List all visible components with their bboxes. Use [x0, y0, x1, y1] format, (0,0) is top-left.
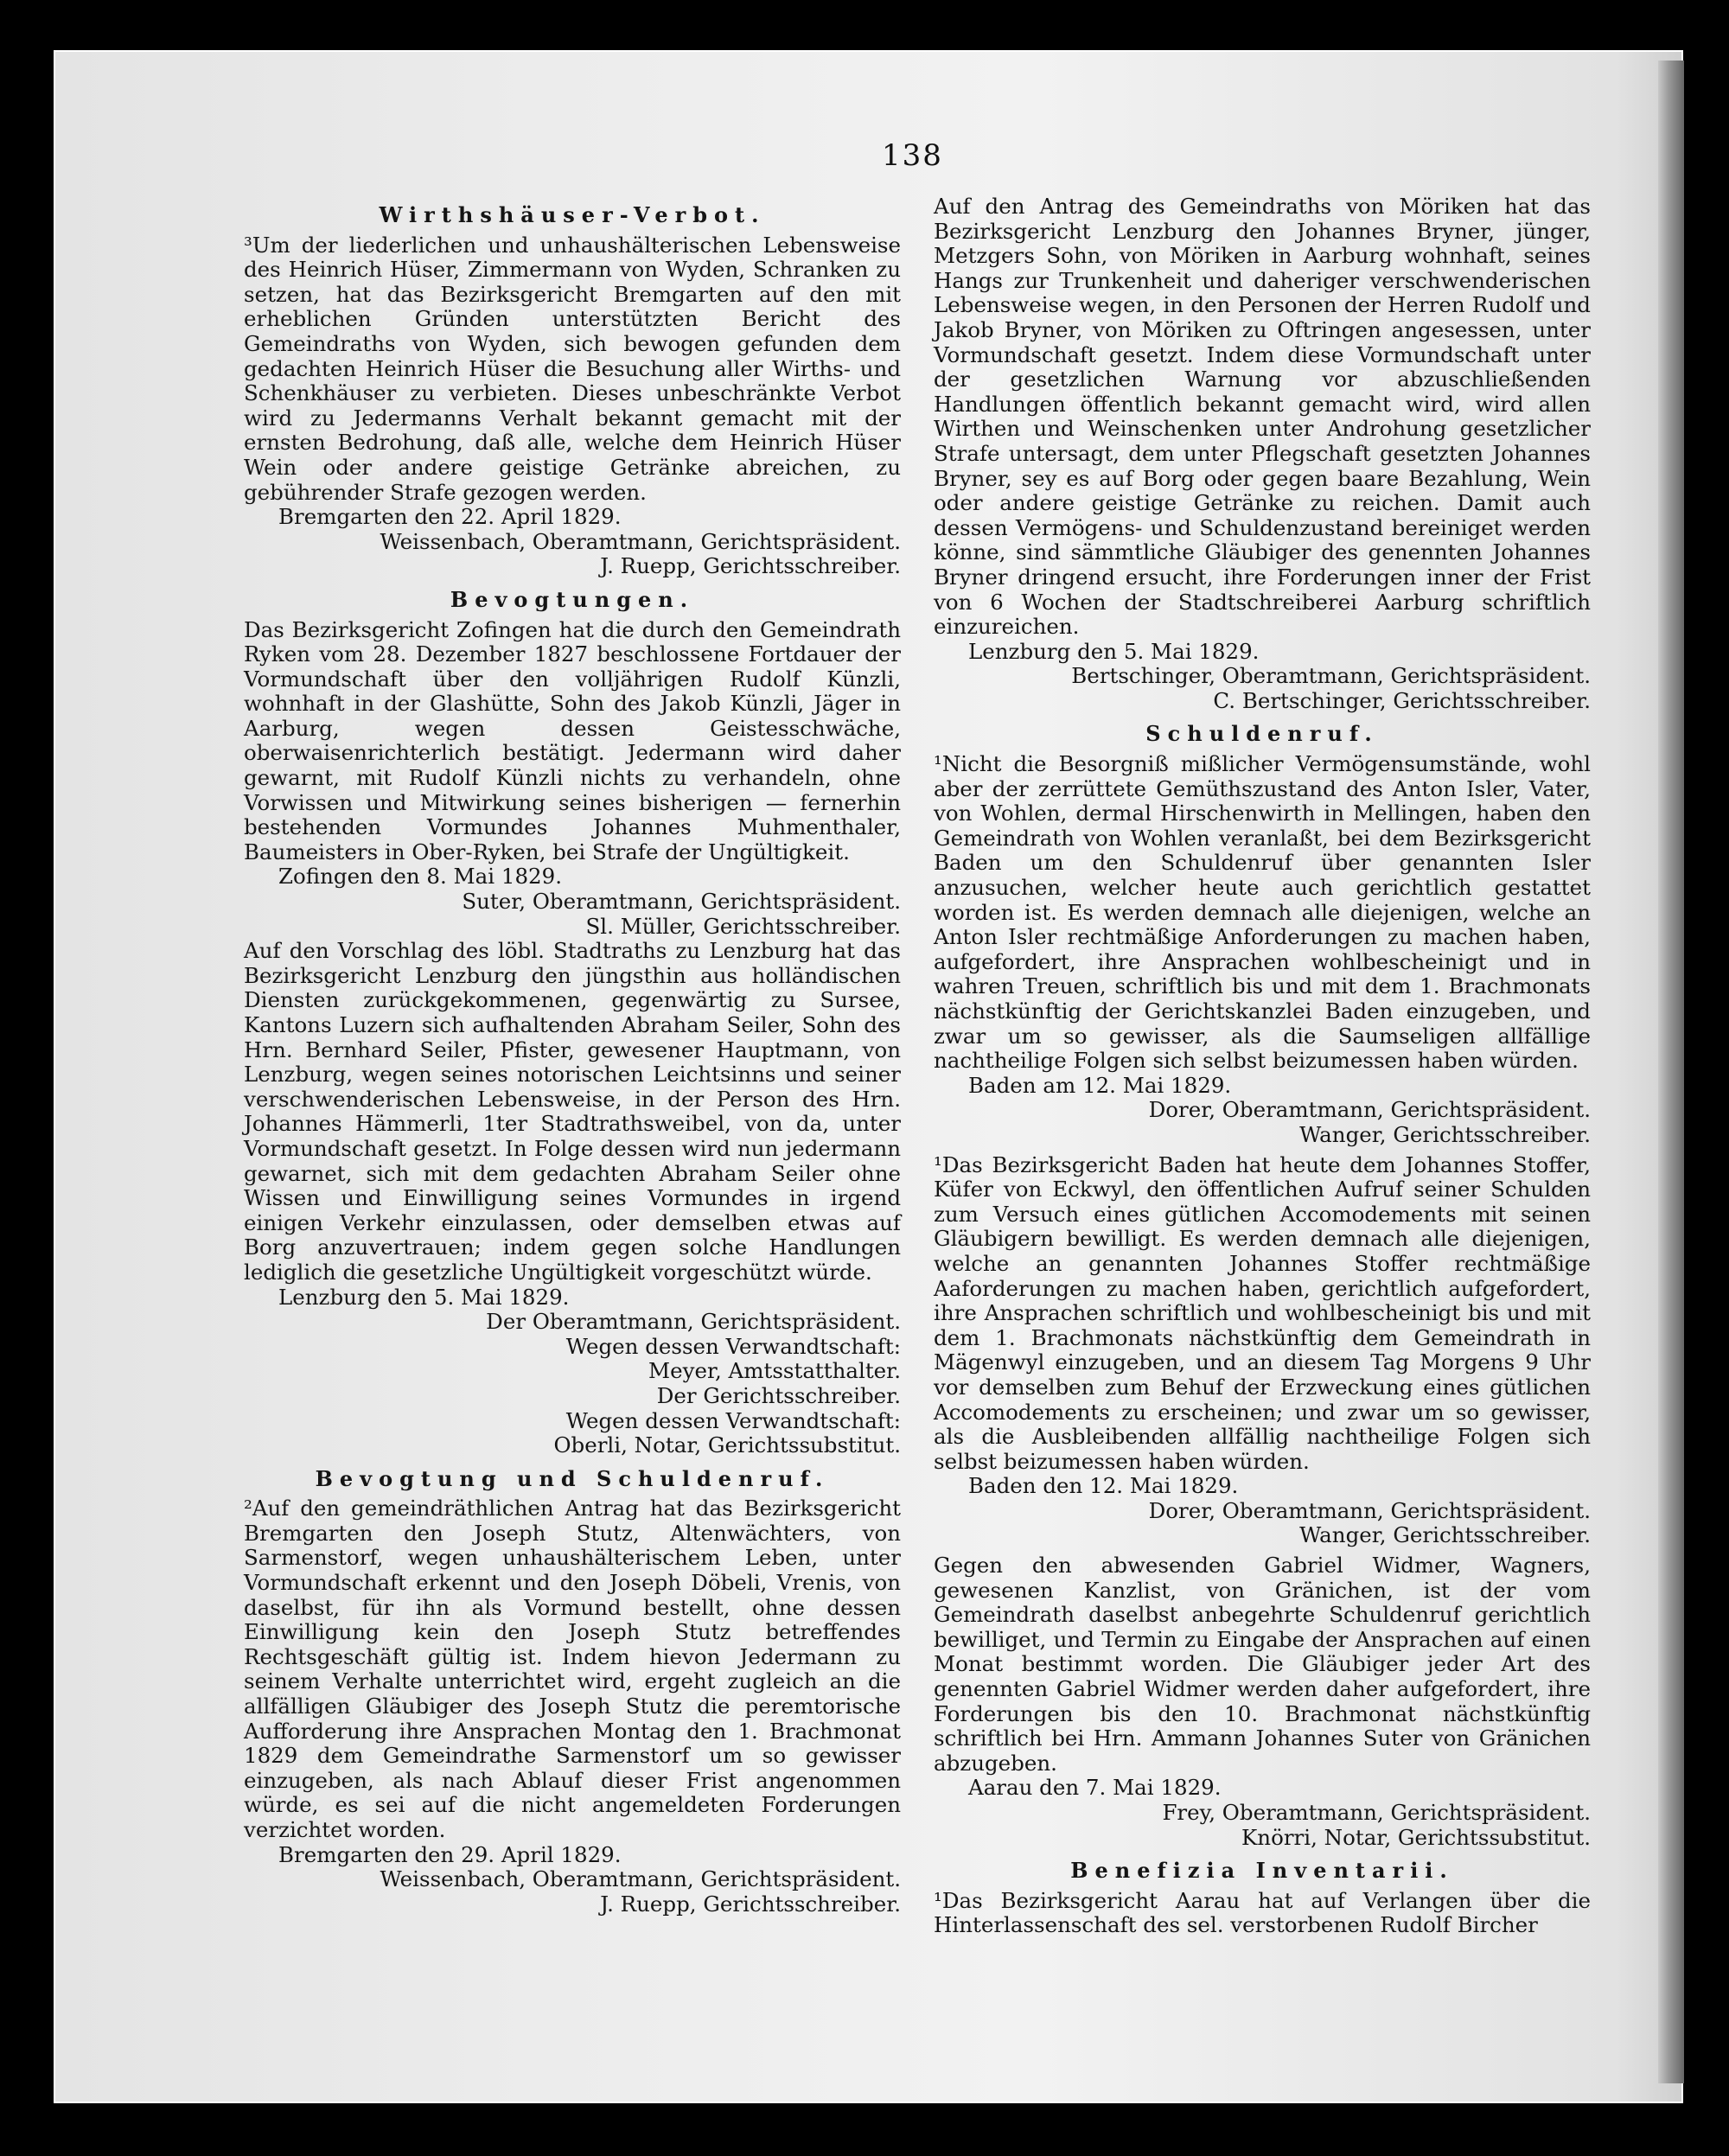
notice-text: Gegen den abwesenden Gabriel Widmer, Wagners, gewesenen Kanzlist, von Gränichen, ist der vom Gemeindrath daselbst anbegehrte Schuldenruf gerichtlich bewilliget, und Termin zu Eingabe der Ansprachen auf einen Monat bestimmt worden. Die Gläubiger jeder Art des genennten Gabriel Widmer werden daher aufgefordert, ihre Forderungen bis den 10. Brachmonat nächstkünftig schriftlich bei Hrn. Ammann Johannes Suter von Gränichen abzugeben. [934, 1553, 1591, 1776]
notice-stoffer [934, 1153, 1591, 1549]
signature: Dorer, Oberamtmann, Gerichtspräsident. [1148, 1497, 1591, 1523]
signature: Weissenbach, Oberamtmann, Gerichtspräsident. [380, 1866, 901, 1892]
notice-text: Das Bezirksgericht Zofingen hat die durch den Gemeindrath Ryken vom 28. Dezember 1827 beschlossene Fortdauer der Vormundschaft über den volljährigen Rudolf Künzli, wohnhaft in der Glashütte, Sohn des Jakob Künzli, Jäger in Aarburg, wegen dessen Geistesschwäche, oberwaisenrichterlich bestätigt. Jedermann wird daher gewarnt, mit Rudolf Künzli nichts zu verhandeln, ohne Vorwissen und Mitwirkung seines bisherigen — fernerhin bestehenden Vormundes Johannes Muhmenthaler, Baumeisters in Ober-Ryken, bei Strafe der Ungültigkeit. [244, 616, 901, 864]
notice-schuldenruf-isler [934, 722, 1591, 1147]
left-column [244, 195, 901, 1917]
notice-benefizia-inventarii [934, 1859, 1591, 1938]
notice-text: ²Auf den gemeindräthlichen Antrag hat das Bezirksgericht Bremgarten den Joseph Stutz, Altenwächters, von Sarmenstorf, wegen unhaushälterischem Leben, unter Vormundschaft erkennt und den Joseph Döbeli, Vrenis, von daselbst, für ihn als Vormund bestellt, ohne dessen Einwilligung kein den Joseph Stutz betreffendes Rechtsgeschäft gültig ist. Indem hievon Jedermann zu seinem Verhalte unterrichtet wird, ergeht zugleich an die allfälligen Gläubiger des Joseph Stutz die peremtorische Aufforderung ihre Ansprachen Montag den 1. Brachmonat 1829 dem Gemeindrathe Sarmenstorf um so gewisser einzugeben, als nach Ablauf dieser Frist angenommen würde, es sei auf die nicht angemeldeten Forderungen verzichtet worden. [244, 1496, 901, 1842]
date-line: Baden am 12. Mai 1829. [968, 1072, 1232, 1098]
notice-text: Auf den Vorschlag des löbl. Stadtraths zu Lenzburg hat das Bezirksgericht Lenzburg den jüngsthin aus holländischen Diensten zurückgekommenen, gegenwärtig zu Sursee, Kantons Luzern sich aufhaltenden Abraham Seiler, Sohn des Hrn. Bernhard Seiler, Pfister, gewesener Hauptmann, von Lenzburg, wegen seines notorischen Leichtsinns und seiner verschwenderischen Lebensweise, in der Person des Hrn. Johannes Hämmerli, 1ter Stadtrathsweibel, von da, unter Vormundschaft gesetzt. In Folge dessen wird nun jedermann gewarnet, sich mit dem gedachten Abraham Seiler ohne Wissen und Einwilligung seines Vormundes in irgend einigen Verkehr einzulassen, oder demselben etwas auf Borg anzuvertrauen; indem gegen solche Handlungen lediglich die gesetzliche Ungültigkeit vorgeschützt würde. [244, 938, 901, 1285]
date-line: Bremgarten den 22. April 1829. [278, 504, 622, 530]
signature: Der Oberamtmann, Gerichtspräsident. [486, 1309, 901, 1335]
date-line: Zofingen den 8. Mai 1829. [278, 864, 563, 890]
signature: Suter, Oberamtmann, Gerichtspräsident. [462, 889, 901, 915]
right-column [934, 195, 1591, 1938]
section-heading: Schuldenruf. [1145, 721, 1379, 747]
signature: Weissenbach, Oberamtmann, Gerichtspräsident. [380, 528, 901, 554]
notice-bevogtung-schuldenruf [244, 1467, 901, 1917]
signature: Meyer, Amtsstatthalter. [648, 1358, 901, 1384]
signature: Wanger, Gerichtsschreiber. [1299, 1522, 1591, 1548]
date-line: Lenzburg den 5. Mai 1829. [278, 1284, 570, 1310]
date-line: Aarau den 7. Mai 1829. [968, 1775, 1222, 1801]
signature: C. Bertschinger, Gerichtsschreiber. [1213, 687, 1591, 713]
notice-lenzburg-seiler [244, 939, 901, 1458]
signature: Sl. Müller, Gerichtsschreiber. [585, 913, 901, 939]
section-heading: Bevogtung und Schuldenruf. [315, 1465, 830, 1491]
signature: Frey, Oberamtmann, Gerichtspräsident. [1162, 1800, 1591, 1825]
notice-moeriken-bryner [934, 195, 1591, 713]
signature: Wegen dessen Verwandtschaft: [565, 1407, 901, 1433]
signature: J. Ruepp, Gerichtsschreiber. [600, 553, 901, 579]
signature: Knörri, Notar, Gerichtssubstitut. [1241, 1824, 1591, 1850]
signature: J. Ruepp, Gerichtsschreiber. [600, 1891, 901, 1917]
signature: Oberli, Notar, Gerichtssubstitut. [553, 1432, 901, 1458]
notice-text: ³Um der liederlichen und unhaushälterischen Lebensweise des Heinrich Hüser, Zimmermann von Wyden, Schranken zu setzen, hat das Bezirksgericht Bremgarten auf den mit erheblichen Gründen unterstützten Bericht des Gemeindraths von Wyden, sich bewogen gefunden dem gedachten Heinrich Hüser die Besuchung aller Wirths- und Schenkhäuser zu verbieten. Dieses unbeschränkte Verbot wird zu Jedermanns Verhalt bekannt gemacht mit der ernsten Bedrohung, daß alle, welche dem Heinrich Hüser Wein oder andere geistige Getränke abreichen, zu gebührender Strafe gezogen werden. [244, 232, 901, 505]
signature: Bertschinger, Oberamtmann, Gerichtspräsident. [1071, 663, 1591, 689]
notice-text: Auf den Antrag des Gemeindraths von Möriken hat das Bezirksgericht Lenzburg den Johannes Bryner, jünger, Metzgers Sohn, von Möriken in Aarburg wohnhaft, seines Hangs zur Trunkenheit und daheriger verschwenderischen Lebensweise wegen, in den Personen der Herren Rudolf und Jakob Bryner, von Möriken zu Oftringen angesessen, unter Vormundschaft gesetzt. Indem diese Vormundschaft unter der gesetzlichen Warnung vor abzuschließenden Handlungen öffentlich bekannt gemacht wird, wird allen Wirthen und Weinschenken unter Androhung gesetzlicher Strafe untersagt, dem unter Pflegschaft gesetzten Johannes Bryner, sey es auf Borg oder gegen baare Bezahlung, Wein oder andere geistige Getränke zu reichen. Damit auch dessen Vermögens- und Schuldenzustand bereiniget werden könne, sind sämmtliche Gläubiger des genennten Johannes Bryner dringend ersucht, ihre Forderungen inner der Frist von 6 Wochen der Stadtschreiberei Aarburg schriftlich einzureichen. [934, 194, 1591, 640]
notice-text: ¹Nicht die Besorgniß mißlicher Vermögensumstände, wohl aber der zerrüttete Gemüthszustand des Anton Isler, Vater, von Wohlen, dermal Hirschenwirth in Mellingen, haben den Gemeindrath von Wohlen veranlaßt, bei dem Bezirksgericht Baden um den Schuldenruf über genannten Isler anzusuchen, welcher heute auch gerichtlich gestattet worden ist. Es werden demnach alle diejenigen, welche an Anton Isler rechtmäßige Anforderungen zu machen haben, aufgefordert, ihre Ansprachen wohlbescheinigt und in wahren Treuen, schriftlich bis und mit dem 1. Brachmonats nächstkünftig der Gerichtskanzlei Baden einzugeben, und zwar um so gewisser, als die Saumseligen allfällige nachtheilige Folgen sich selbst beizumessen haben würden. [934, 751, 1591, 1074]
notice-bevogtungen [244, 588, 901, 939]
signature: Wegen dessen Verwandtschaft: [565, 1333, 901, 1359]
signature: Der Gerichtsschreiber. [656, 1382, 901, 1408]
date-line: Bremgarten den 29. April 1829. [278, 1841, 622, 1867]
notice-text: ¹Das Bezirksgericht Baden hat heute dem Johannes Stoffer, Küfer von Eckwyl, den öffentlichen Aufruf seiner Schulden zum Versuch eines gütlichen Accomodements mit seinen Gläubigern bewilligt. Es werden demnach alle diejenigen, welche an genannten Johannes Stoffer rechtmäßige Aaforderungen zu machen haben, gerichtlich aufgefordert, ihre Ansprachen schriftlich und wohlbescheinigt bis und mit dem 1. Brachmonats nächstkünftig dem Gemeindrath in Mägenwyl einzugeben, und an diesem Tag Morgens 9 Uhr vor demselben zum Behuf der Erzweckung eines gütlichen Accomodements zu erscheinen; und zwar um so gewisser, als die Ausbleibenden allfällig nachtheilige Folgen sich selbst beizumessen haben würden. [934, 1151, 1591, 1474]
section-heading: Wirthshäuser-Verbot. [379, 202, 766, 227]
date-line: Baden den 12. Mai 1829. [968, 1473, 1239, 1499]
section-heading: Benefizia Inventarii. [1070, 1858, 1454, 1884]
date-line: Lenzburg den 5. Mai 1829. [968, 638, 1260, 664]
notice-wirthshaeuser-verbot [244, 203, 901, 579]
signature: Dorer, Oberamtmann, Gerichtspräsident. [1148, 1097, 1591, 1123]
page-edge [1658, 61, 1684, 2083]
section-heading: Bevogtungen. [450, 586, 695, 612]
page-number: 138 [882, 138, 943, 173]
notice-widmer [934, 1553, 1591, 1850]
signature: Wanger, Gerichtsschreiber. [1299, 1121, 1591, 1147]
notice-text: ¹Das Bezirksgericht Aarau hat auf Verlangen über die Hinterlassenschaft des sel. verstorbenen Rudolf Bircher [934, 1887, 1591, 1938]
